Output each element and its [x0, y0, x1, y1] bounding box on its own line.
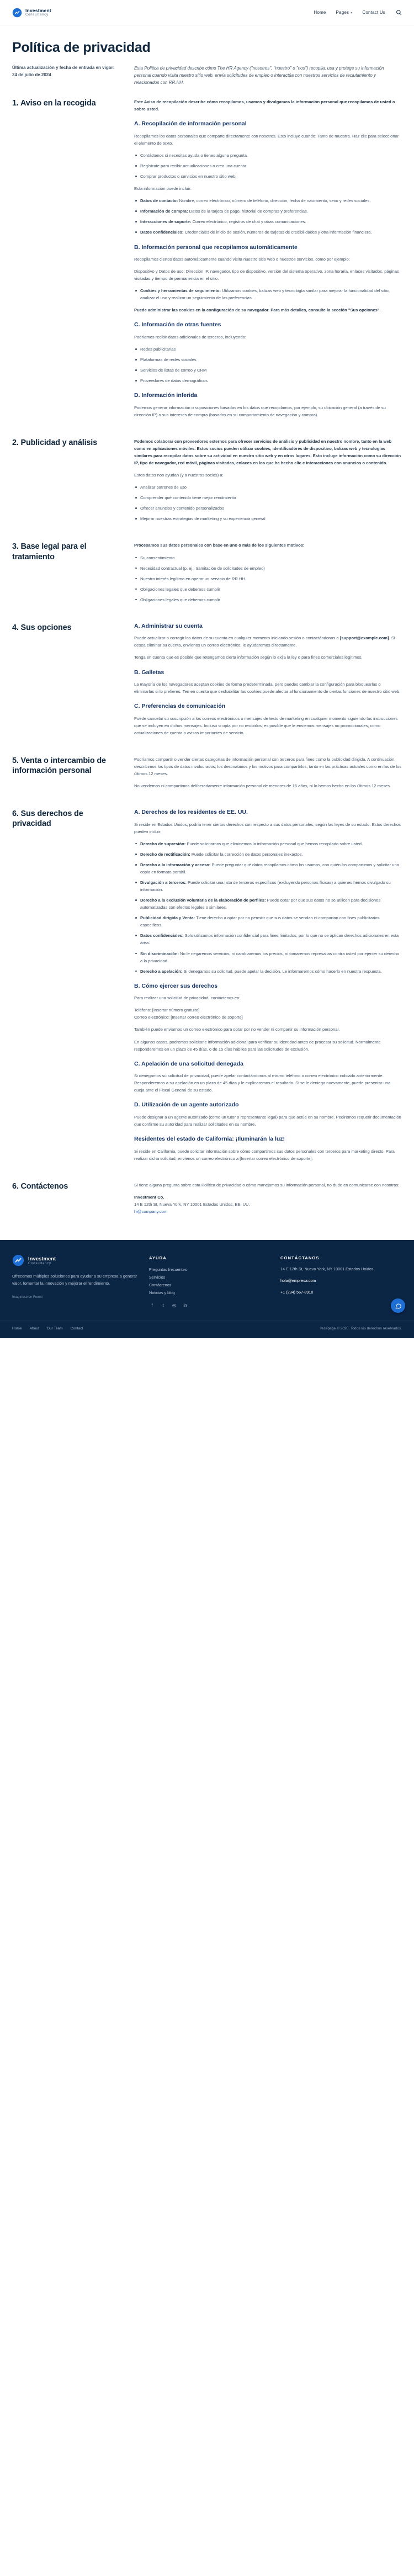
- bullet-list: [134, 346, 402, 384]
- list-item: Derecho a apelación: Si denegamos su solicitud, puede apelar la decisión. Le informaremos cómo hacerlo en nuestra respuesta.: [140, 968, 402, 975]
- logo-icon: [12, 8, 22, 18]
- list-item: Plataformas de redes sociales: [140, 356, 402, 363]
- footer-imagine-note: Imagínese en Forest: [12, 1296, 43, 1300]
- section-base-legal: [0, 542, 414, 622]
- search-icon[interactable]: [395, 9, 402, 16]
- footer-help-title: AYUDA: [149, 1255, 167, 1261]
- list-item: Obligaciones legales que debemos cumplir: [140, 586, 402, 593]
- policy-sections: [0, 98, 414, 1234]
- section-heading: 3. Base legal para el tratamiento: [12, 542, 87, 561]
- subsection-heading: C. Información de otras fuentes: [134, 321, 221, 328]
- list-item: Obligaciones legales que debemos cumplir: [140, 596, 402, 603]
- effective-date-text: Última actualización y fecha de entrada en vigor: 24 de julio de 2024: [12, 65, 115, 77]
- footer-help-item[interactable]: [149, 1274, 270, 1281]
- list-item: Servicios de listas de correo y CRM: [140, 367, 402, 374]
- twitter-icon[interactable]: t: [162, 1303, 164, 1308]
- paragraph: Recopilamos ciertos datos automáticamente cuando visita nuestro sitio web o nuestros servicios, como por ejemplo:: [134, 257, 350, 262]
- footer-nav-item[interactable]: Contact: [70, 1327, 83, 1331]
- nav-item-contact-us[interactable]: Contact Us: [362, 10, 385, 15]
- chat-icon[interactable]: [391, 1298, 405, 1313]
- section-heading: 4. Sus opciones: [12, 623, 72, 632]
- paragraph: Podríamos compartir o vender ciertas categorías de información personal con terceros para fines como la publicidad dirigida. A continuación, describimos los tipos de datos involucrados, los destinatarios y los motivos para compartirlos, tanto en las prácticas actuales como en las de los últimos 12 meses.: [134, 757, 402, 777]
- list-item: Nuestro interés legítimo en operar un servicio de RR.HH.: [140, 575, 402, 582]
- paragraph: Esta información puede incluir:: [134, 186, 192, 192]
- nav-item-home[interactable]: Home: [314, 10, 326, 15]
- section-body: [134, 756, 402, 794]
- list-item: Sin discriminación: No le negaremos servicios, ni cambiaremos los precios, ni tomaremos represalias contra usted por ejercer su derecho a la privacidad.: [140, 950, 402, 964]
- bullet-list: [134, 554, 402, 603]
- section-heading: 5. Venta o intercambio de información personal: [12, 756, 106, 776]
- paragraph: Investment Co. 14 E 12th St, Nueva York, NY 10001 Estados Unidos, EE. UU. hi@company.com: [134, 1194, 250, 1214]
- list-item: Derecho de supresión: Puede solicitarnos que eliminemos la información personal que hemos recopilado sobre usted.: [140, 840, 402, 847]
- section-heading: 1. Aviso en la recogida: [12, 99, 96, 108]
- bullet-list: [134, 484, 402, 522]
- footer-help-item[interactable]: [149, 1289, 270, 1297]
- footer-help-link[interactable]: Servicios: [149, 1275, 166, 1280]
- list-item: Información de compra: Datos de la tarjeta de pago, historial de compras y preferencias.: [140, 208, 402, 215]
- paragraph: Puede actualizar o corregir los datos de su cuenta en cualquier momento iniciando sesión o contactándonos a [support@example.com]. Si desea eliminar su cuenta, envíenos un correo electrónico; le ayudaremos directamente.: [134, 635, 395, 648]
- paragraph: Tenga en cuenta que es posible que retengamos cierta información según lo exija la ley o para fines comerciales legítimos.: [134, 655, 363, 660]
- footer-help-link[interactable]: Preguntas frecuentes: [149, 1267, 187, 1273]
- paragraph: Si tiene alguna pregunta sobre esta Política de privacidad o cómo manejamos su información personal, no dude en comunicarse con nosotros:: [134, 1182, 400, 1188]
- bullet-list: [134, 197, 402, 236]
- paragraph: También puede enviarnos un correo electrónico para optar por no vender ni compartir su información personal.: [134, 1027, 340, 1032]
- list-item: Cookies y herramientas de seguimiento: Utilizamos cookies, balizas web y tecnología similar para mejorar la funcionalidad del sitio, analizar el uso y realizar un seguimiento de las preferencias.: [140, 287, 402, 301]
- footer-address: 14 E 12th St, Nueva York, NY 10001 Estados Unidos: [280, 1266, 374, 1272]
- section-intro: Procesamos sus datos personales con base en uno o más de los siguientes motivos:: [134, 543, 305, 548]
- paragraph: Puede designar a un agente autorizado (como un tutor o representante legal) para que actúe en su nombre. Pediremos requerir documentación que confirme su autoridad para realizar solicitudes en su nombre.: [134, 1115, 401, 1127]
- page-title-block: [0, 25, 414, 56]
- list-item: Necesidad contractual (p. ej., tramitación de solicitudes de empleo): [140, 565, 402, 572]
- subsection-heading: B. Galletas: [134, 669, 164, 676]
- list-item: Datos confidenciales: Solo utilizamos información confidencial para fines limitados, por lo que no se aplican derechos adicionales en esta área.: [140, 932, 402, 946]
- footer-social: [149, 1302, 270, 1308]
- paragraph: Estos datos nos ayudan (y a nuestros socios) a:: [134, 473, 224, 478]
- list-item: Redes públicitarias: [140, 346, 402, 353]
- paragraph: Puede administrar las cookies en la configuración de su navegador. Para más detalles, consulte la sección "Sus opciones".: [134, 308, 381, 313]
- footer-help-list: [149, 1266, 270, 1297]
- footer-tagline: Ofrecemos múltiples soluciones para ayudar a su empresa a generar valor, fomentar la innovación y mejorar el rendimiento.: [12, 1274, 137, 1286]
- effective-date: [12, 65, 120, 79]
- subsection-heading: B. Información personal que recopilamos automáticamente: [134, 243, 298, 251]
- instagram-icon[interactable]: ◎: [172, 1303, 176, 1308]
- list-item: Datos confidenciales: Credenciales de inicio de sesión, números de tarjetas de credibilidades y otra información financiera.: [140, 229, 402, 236]
- list-item: Interacciones de soporte: Correo electrónico, registros de chat y otras comunicaciones.: [140, 218, 402, 225]
- paragraph: Teléfono: [Insertar número gratuito] Correo electrónico: [Insertar correo electrónico de soporte]: [134, 1008, 243, 1020]
- intro-paragraph: [134, 65, 402, 87]
- linkedin-icon[interactable]: in: [183, 1303, 187, 1308]
- copyright: Nicepage © 2020. Todos los derechos reservados.: [320, 1327, 402, 1331]
- section-body: [134, 98, 402, 423]
- list-item: Datos de contacto: Nombre, correo electrónico, número de teléfono, dirección, fecha de nacimiento, sexo y redes sociales.: [140, 197, 402, 204]
- bullet-list: [134, 840, 402, 975]
- subsection-heading: A. Administrar su cuenta: [134, 622, 203, 629]
- section-venta-intercambio: [0, 756, 414, 809]
- footer-contact-col: [280, 1254, 402, 1308]
- subsection-heading: B. Cómo ejercer sus derechos: [134, 982, 218, 989]
- footer-brand-col: [12, 1254, 139, 1308]
- section-intro: Este Aviso de recopilación describe cómo recopilamos, usamos y divulgamos la información personal que recopilamos de usted o sobre usted.: [134, 99, 395, 112]
- paragraph: Si reside en California, puede solicitar información sobre cómo compartimos sus datos personales con terceros para marketing directo. Para realizar dicha solicitud, envíenos un correo electrónico a [Insertar correo electrónico de soporte].: [134, 1148, 395, 1161]
- intro-text: Esta Política de privacidad describe cómo The HR Agency ("nosotros", "nuestro" o "nos") recopila, usa y protege su información personal cuando visita nuestro sitio web, envía solicitudes de empleo o interactúa con nuestros servicios de reclutamiento y relacionados con RR.HH.: [134, 65, 384, 86]
- page-title: Política de privacidad: [12, 40, 151, 55]
- list-item: Su consentimiento: [140, 554, 402, 561]
- footer-email[interactable]: hola@empresa.com: [280, 1278, 316, 1283]
- list-item: Contáctenos si necesitas ayuda o tienes alguna pregunta.: [140, 152, 402, 159]
- footer-logo[interactable]: [12, 1254, 139, 1266]
- section-heading: 6. Contáctenos: [12, 1181, 68, 1191]
- footer-help-link[interactable]: Noticias y blog: [149, 1290, 175, 1296]
- subsection-heading: C. Preferencias de comunicación: [134, 703, 226, 710]
- section-intro: Podemos colaborar con proveedores externos para ofrecer servicios de análisis y publicidad en nuestro nombre, tanto en la web como en aplicaciones móviles. Estos socios pueden utilizar cookies, identificadores de dispositivo, balizas web y tecnologías similares para recopilar datos sobre su actividad en nuestro sitio web y en otros lugares. Esto incluye información como su dirección IP, tipo de navegador, red móvil, páginas visitadas, enlaces en los que ha hecho clic e interacciones con anuncios o contenido.: [134, 439, 401, 466]
- footer-help-col: [149, 1254, 270, 1308]
- list-item: Derecho a la exclusión voluntaria de la elaboración de perfiles: Puede optar por que sus datos no se utilicen para decisiones automatizadas con efectos legales o similares.: [140, 897, 402, 911]
- section-body: [134, 809, 402, 1167]
- list-item: Publicidad dirigida y Venta: Tiene derecho a optar por no permitir que sus datos se vendan ni compartan con fines publicitarios específicos.: [140, 914, 402, 929]
- section-body: [134, 542, 402, 608]
- paragraph: Podríamos recibir datos adicionales de terceros, incluyendo:: [134, 335, 247, 340]
- paragraph: Si denegamos su solicitud de privacidad, puede apelar contactándonos al mismo teléfono o correo electrónico indicado anteriormente. Responderemos a su apelación en un plazo de 45 días y le explicaremos el resultado. Si se le deniega nuevamente, puede presentar una queja ante el Fiscal General de su estado.: [134, 1073, 391, 1093]
- list-item: Proveedores de datos demográficos: [140, 377, 402, 384]
- footer-contact-title: CONTÁCTANOS: [280, 1255, 320, 1261]
- section-contactenos: [0, 1181, 414, 1234]
- list-item: Analizar patrones de uso: [140, 484, 402, 491]
- list-item: Mejorar nuestras estrategias de marketing y su experiencia general: [140, 515, 402, 522]
- list-item: Comprar productos o servicios en nuestro sitio web.: [140, 173, 402, 180]
- subsection-heading: A. Recopilación de información personal: [134, 120, 247, 128]
- footer-nav-item[interactable]: About: [29, 1327, 39, 1331]
- footer-nav-item[interactable]: Our Team: [46, 1327, 63, 1331]
- facebook-icon[interactable]: f: [151, 1303, 153, 1308]
- subsection-heading: D. Utilización de un agente autorizado: [134, 1101, 239, 1109]
- footer-phone[interactable]: +1 (234) 567-8910: [280, 1289, 314, 1295]
- footer-nav-item[interactable]: Home: [12, 1327, 22, 1331]
- list-item: Divulgación a terceros: Puede solicitar una lista de terceros específicos (excluyendo personas físicas) a quienes hemos divulgado su información.: [140, 879, 402, 893]
- site-header: [0, 0, 414, 25]
- paragraph: En algunos casos, podremos solicitarle información adicional para verificar su identidad antes de procesar su solicitud. Normalmente responderemos en un plazo de 45 días, o de 15 días hábiles para las solicitudes de exclusión.: [134, 1039, 381, 1052]
- paragraph: Si reside en Estados Unidos, podría tener ciertos derechos con respecto a sus datos personales, según las leyes de su estado. Estos derechos pueden incluir:: [134, 821, 401, 834]
- list-item: Derecho de rectificación: Puede solicitar la corrección de datos personales inexactos.: [140, 851, 402, 858]
- primary-nav: [314, 9, 402, 16]
- paragraph: Dispositivo y Datos de uso: Dirección IP, navegador, tipo de dispositivo, versión del sistema operativo, zona horaria, enlaces visitados, páginas visitadas y tiempo de permanencia en el sitio.: [134, 269, 399, 282]
- paragraph: Puede cancelar su suscripción a los correos electrónicos o mensajes de texto de marketing en cualquier momento siguiendo las instrucciones que se incluyen en dichos mensajes. Incluso si opta por no recibirlos, es posible que le enviemos mensajes no promocionales, como actualizaciones de cuenta o avisos importantes de servicio.: [134, 715, 398, 735]
- bullet-list: [134, 152, 402, 180]
- brand-subtitle: Consultancy: [25, 13, 49, 17]
- section-publicidad-analisis: [0, 438, 414, 542]
- section-body: [134, 1181, 402, 1220]
- subsection-heading: Residentes del estado de California: ¡Iluminarán la luz!: [134, 1136, 285, 1143]
- footer-help-item[interactable]: [149, 1266, 270, 1274]
- brand-logo[interactable]: [12, 8, 51, 18]
- paragraph: Podemos generar información o suposiciones basadas en los datos que recopilamos, por ejemplo, su ubicación general (a través de su dirección IP) o sus intereses de compra (basados en su comportamiento de navegación y compra).: [134, 405, 386, 417]
- subsection-heading: D. Información inferida: [134, 392, 198, 399]
- paragraph: Recopilamos los datos personales que comparte directamente con nosotros. Esto incluye cuando: Tanto de muestra. Haz clic para seleccionar el elemento de texto.: [134, 134, 399, 146]
- intro-row: [0, 65, 414, 99]
- list-item: Derecho a la información y acceso: Puede preguntar qué datos recopilamos cómo los usamos, con quién los compartimos y solicitar una copia en formato portátil.: [140, 861, 402, 876]
- footer-help-item[interactable]: [149, 1281, 270, 1289]
- section-body: [134, 438, 402, 527]
- footer-help-link[interactable]: Contáctenos: [149, 1282, 172, 1288]
- section-aviso-recogida: [0, 98, 414, 438]
- brand-name: Investment: [25, 7, 51, 13]
- list-item: Ofrecer anuncios y contenido personalizados: [140, 505, 402, 512]
- paragraph: No vendemos ni compartimos deliberadamente información personal de menores de 16 años, ni lo hemos hecho en los últimos 12 meses.: [134, 783, 391, 789]
- site-footer: [0, 1240, 414, 1338]
- list-item: Comprender qué contenido tiene mejor rendimiento: [140, 494, 402, 501]
- nav-item-pages[interactable]: Pages ▾: [336, 10, 353, 15]
- subsection-heading: C. Apelación de una solicitud denegada: [134, 1060, 243, 1067]
- footer-bottom: [0, 1321, 414, 1338]
- paragraph: Para realizar una solicitud de privacidad, contáctenos en:: [134, 995, 241, 1001]
- section-heading: 6. Sus derechos de privacidad: [12, 809, 83, 829]
- footer-brand-name: Investment: [28, 1255, 56, 1262]
- section-sus-opciones: [0, 623, 414, 756]
- list-item: Regístrate para recibir actualizaciones o crea una cuenta.: [140, 162, 402, 169]
- paragraph: La mayoría de los navegadores aceptan cookies de forma predeterminada, pero puedes cambiar la configuración para bloquearlas o eliminarlas si lo prefieres. Ten en cuenta que deshabilitar las cookies puede afectar al funcionamiento de ciertas funciones de nuestro sitio web.: [134, 682, 401, 695]
- subsection-heading: A. Derechos de los residentes de EE. UU.: [134, 809, 248, 816]
- section-body: [134, 623, 402, 741]
- section-derechos-privacidad: [0, 809, 414, 1181]
- section-heading: 2. Publicidad y análisis: [12, 438, 97, 448]
- footer-nav: [12, 1327, 83, 1331]
- logo-icon: [12, 1254, 24, 1266]
- bullet-list: [134, 287, 402, 301]
- footer-brand-subtitle: Consultancy: [28, 1262, 51, 1265]
